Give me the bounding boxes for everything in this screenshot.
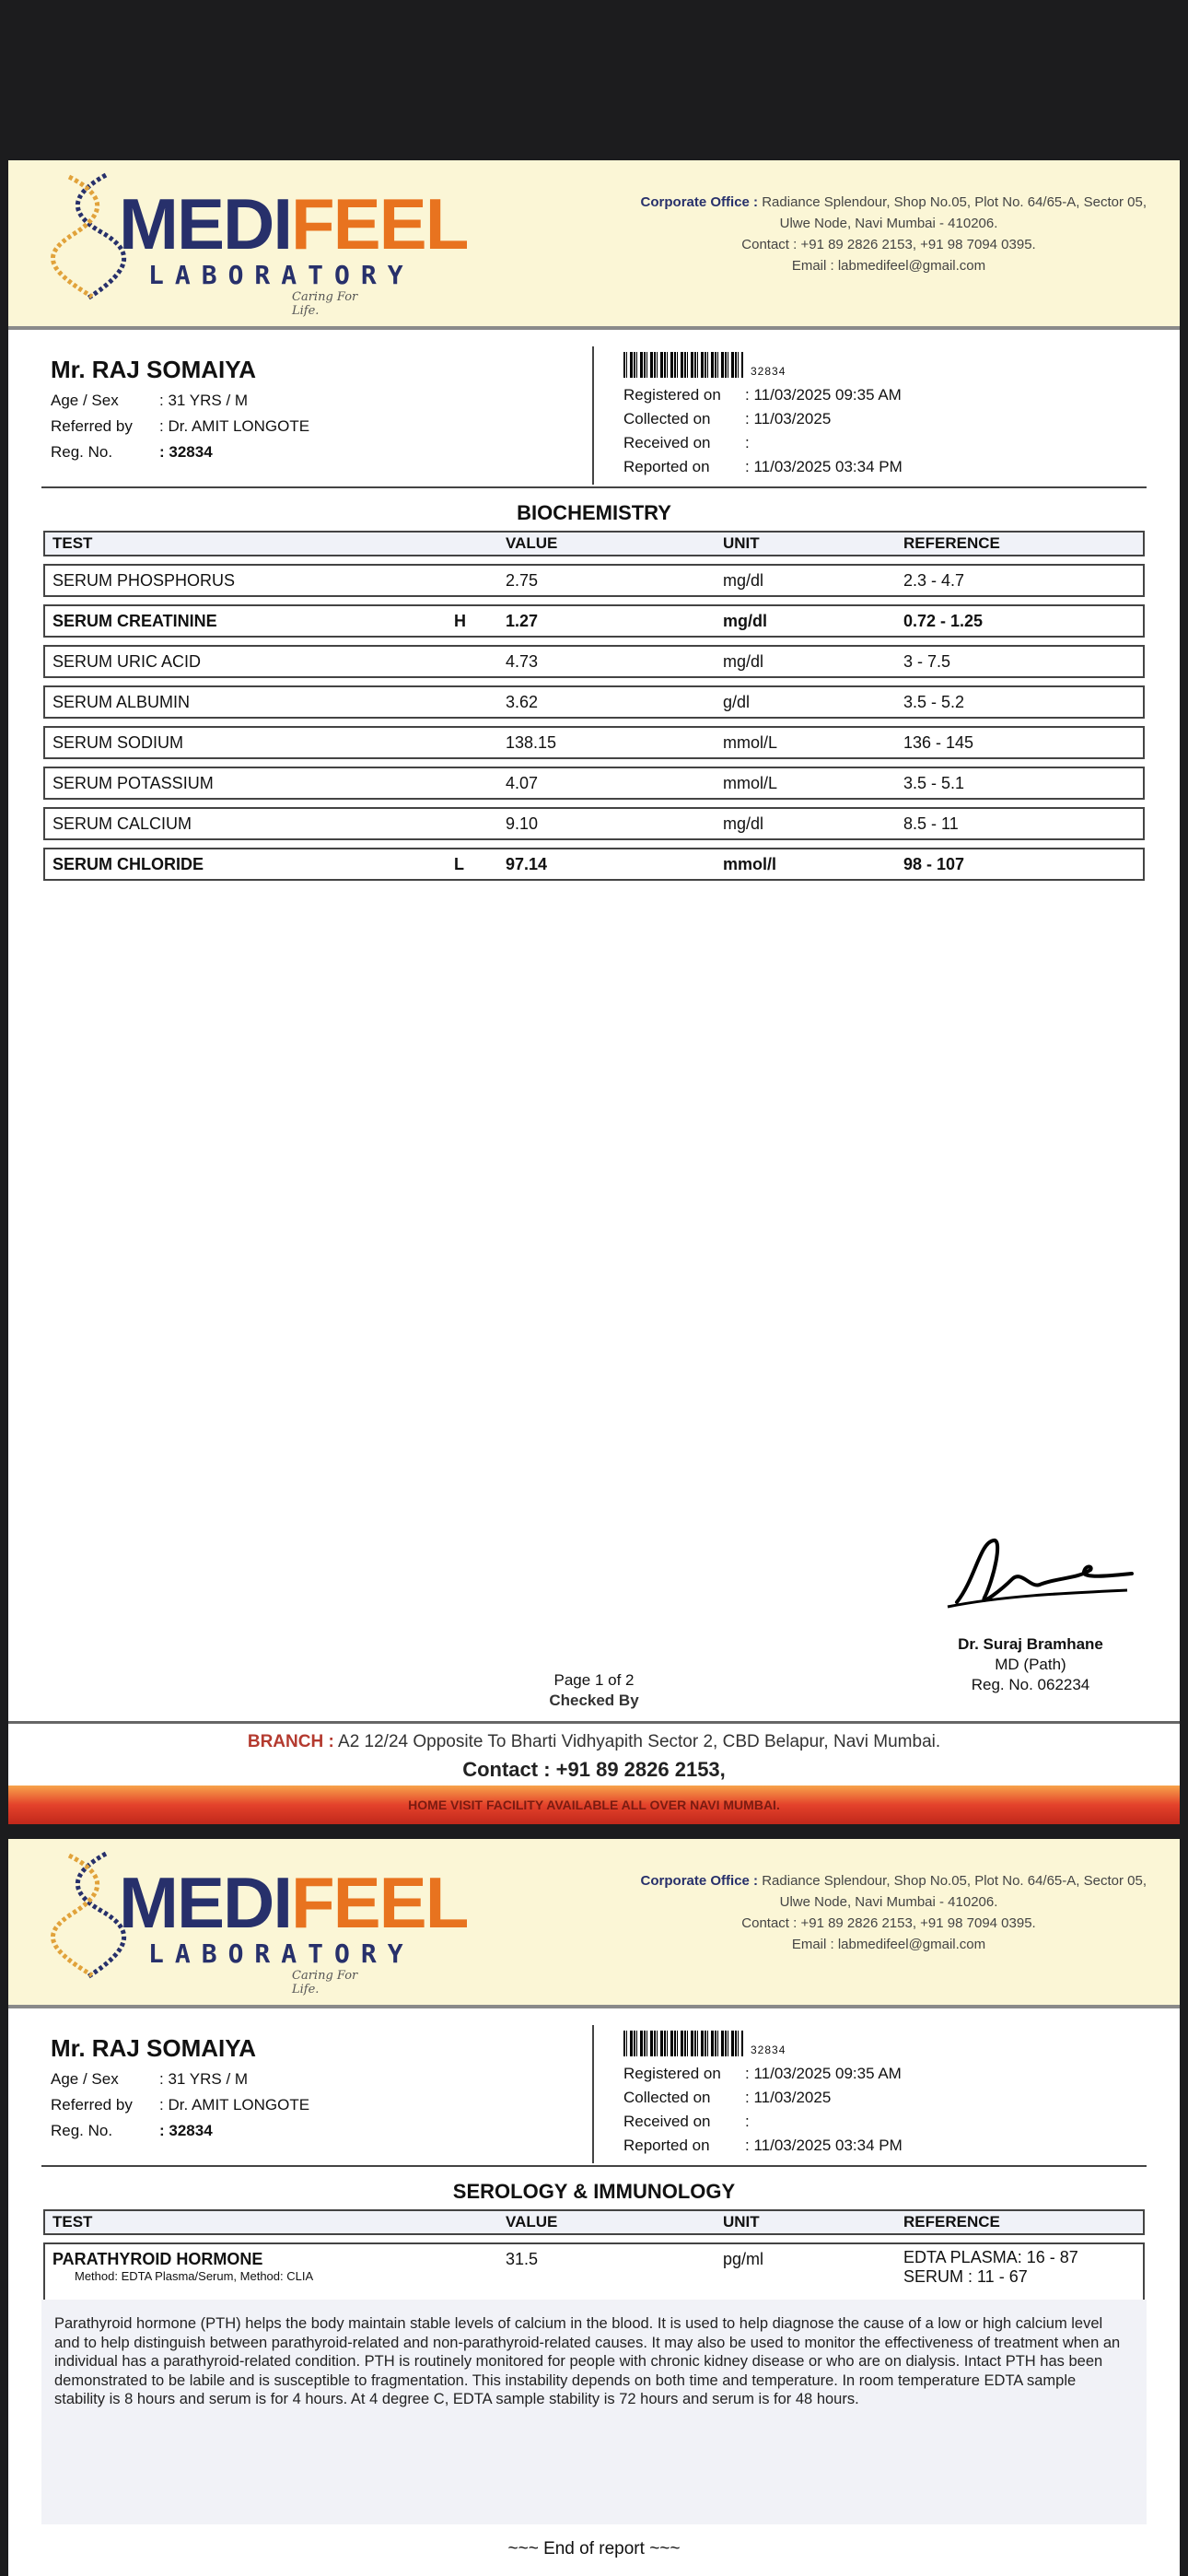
table-header: TEST VALUE UNIT REFERENCE bbox=[43, 2209, 1145, 2235]
table-row: SERUM CHLORIDE L 97.14 mmol/l 98 - 107 bbox=[43, 848, 1145, 881]
divider bbox=[41, 2165, 1147, 2167]
divider bbox=[41, 486, 1147, 488]
patient-name: Mr. RAJ SOMAIYA bbox=[51, 356, 256, 383]
reg-no: : 32834 bbox=[159, 2122, 213, 2139]
logo-wordmark: MEDIFEEL bbox=[119, 183, 468, 264]
age-sex: : 31 YRS / M bbox=[159, 2070, 249, 2088]
report-page-2 bbox=[8, 1839, 1180, 2576]
table-row: SERUM CALCIUM 9.10 mg/dl 8.5 - 11 bbox=[43, 807, 1145, 840]
corporate-office: Corporate Office : Radiance Splendour, Shop No.05, Plot No. 64/65-A, Sector 05, Ulwe Node, Navi Mumbai - 410206. Contact : +91 89 2826 2153, +91 98 7094 0395. Email : labmedifeel@gmail.com bbox=[640, 1873, 1147, 1952]
registration-info: 32834 Registered on : 11/03/2025 09:35 AM Collected on : 11/03/2025 Received on : Reported on : 11/03/2025 03:34 PM bbox=[623, 2029, 1158, 2158]
patient-info: Mr. RAJ SOMAIYA Age / Sex : 31 YRS / M Referred by : Dr. AMIT LONGOTE Reg. No. : 32834 bbox=[51, 356, 566, 465]
divider bbox=[592, 346, 594, 485]
test-interpretation bbox=[41, 2300, 1147, 2524]
biochemistry-table bbox=[43, 523, 1145, 888]
table-row: SERUM SODIUM 138.15 mmol/L 136 - 145 bbox=[43, 726, 1145, 759]
serology-table bbox=[43, 2202, 1145, 2311]
logo-wordmark: MEDIFEEL bbox=[119, 1862, 468, 1943]
end-of-report: ~~~ End of report ~~~ bbox=[507, 2539, 681, 2558]
lab-header bbox=[8, 1839, 1180, 2008]
logo-subtitle: LABORATORY bbox=[148, 1938, 414, 1969]
table-header: TEST VALUE UNIT REFERENCE bbox=[43, 531, 1145, 556]
footer-contact: Contact : +91 89 2826 2153, bbox=[462, 1758, 726, 1781]
footer-banner: HOME VISIT FACILITY AVAILABLE ALL OVER NAVI MUMBAI. bbox=[8, 1786, 1180, 1824]
table-row: SERUM POTASSIUM 4.07 mmol/L 3.5 - 5.1 bbox=[43, 767, 1145, 800]
logo-tagline: Caring For Life. bbox=[292, 1969, 358, 1996]
interpretation-text: Parathyroid hormone (PTH) helps the body maintain stable levels of calcium in the blood. It is used to help diagnose the cause of a low or high calcium level and to help distinguish between parathyroid-related and non-parathyroid-related causes. It may also be used to monitor the effectiveness of treatment when an individual has a parathyroid-related condition. PTH is routinely monitored for people with chronic kidney disease or who are on dialysis. Intact PTH has been demonstrated to be labile and is susceptible to fragmentation. This instability depends on both time and temperature. In room temperature EDTA sample stability is 8 hours and serum is for 4 hours. At 4 degree C, EDTA sample stability is 72 hours and serum is for 48 hours. bbox=[54, 2315, 1121, 2407]
referred-by: : Dr. AMIT LONGOTE bbox=[159, 417, 310, 435]
reg-no: : 32834 bbox=[159, 443, 213, 461]
signatory: Dr. Suraj Bramhane MD (Path) Reg. No. 062234 bbox=[958, 1635, 1103, 1693]
divider bbox=[592, 2025, 594, 2163]
corporate-office: Corporate Office : Radiance Splendour, Shop No.05, Plot No. 64/65-A, Sector 05, Ulwe Node, Navi Mumbai - 410206. Contact : +91 89 2826 2153, +91 98 7094 0395. Email : labmedifeel@gmail.com bbox=[640, 194, 1147, 274]
patient-info: Mr. RAJ SOMAIYA Age / Sex : 31 YRS / M Referred by : Dr. AMIT LONGOTE Reg. No. : 32834 bbox=[51, 2034, 566, 2144]
patient-name: Mr. RAJ SOMAIYA bbox=[51, 2034, 256, 2062]
referred-by: : Dr. AMIT LONGOTE bbox=[159, 2096, 310, 2113]
barcode: 32834 bbox=[623, 2029, 1158, 2056]
lab-header bbox=[8, 160, 1180, 330]
checked-by: Checked By bbox=[549, 1692, 639, 1709]
logo-tagline: Caring For Life. bbox=[292, 290, 358, 318]
section-title-serology: SEROLOGY & IMMUNOLOGY bbox=[452, 2180, 736, 2203]
table-row: SERUM PHOSPHORUS 2.75 mg/dl 2.3 - 4.7 bbox=[43, 564, 1145, 597]
registration-info: 32834 Registered on : 11/03/2025 09:35 AM Collected on : 11/03/2025 Received on : Reported on : 11/03/2025 03:34 PM bbox=[623, 350, 1158, 479]
section-title-biochemistry: BIOCHEMISTRY bbox=[517, 501, 671, 524]
divider bbox=[8, 1721, 1180, 1724]
signature-image bbox=[929, 1524, 1159, 1616]
branch-address: BRANCH : A2 12/24 Opposite To Bharti Vidhyapith Sector 2, CBD Belapur, Navi Mumbai. bbox=[247, 1732, 941, 1751]
age-sex: : 31 YRS / M bbox=[159, 392, 249, 409]
table-row: SERUM ALBUMIN 3.62 g/dl 3.5 - 5.2 bbox=[43, 685, 1145, 719]
table-row: PARATHYROID HORMONE Method: EDTA Plasma/Serum, Method: CLIA 31.5 pg/ml EDTA PLASMA: 16 - 87 SERUM : 11 - 67 bbox=[43, 2242, 1145, 2303]
lab-logo bbox=[51, 168, 468, 318]
table-row: SERUM CREATININE H 1.27 mg/dl 0.72 - 1.25 bbox=[43, 604, 1145, 638]
table-row: SERUM URIC ACID 4.73 mg/dl 3 - 7.5 bbox=[43, 645, 1145, 678]
page-number: Page 1 of 2 bbox=[553, 1671, 635, 1689]
lab-logo bbox=[51, 1846, 468, 1996]
barcode: 32834 bbox=[623, 350, 1158, 378]
logo-subtitle: LABORATORY bbox=[148, 260, 414, 290]
report-page-1 bbox=[8, 160, 1180, 1824]
